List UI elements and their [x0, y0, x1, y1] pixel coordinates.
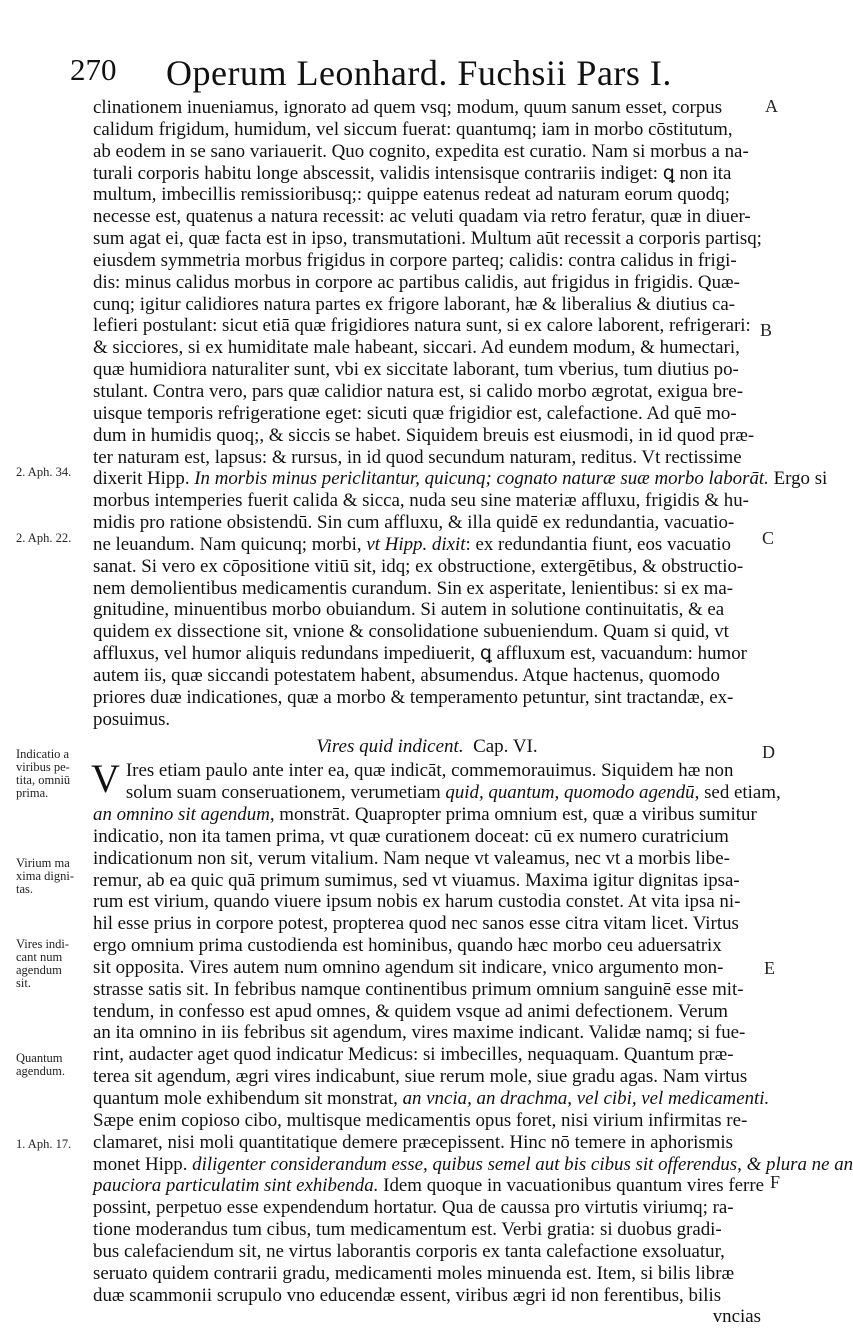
text-line: multum, imbecillis remissioribusq;: quippe eatenus redeat ad naturam eorum quodq;	[93, 184, 730, 206]
text-span: , monstrāt. Quapropter prima omnium est, quæ a viribus sumitur	[269, 804, 757, 825]
text-line: stulant. Contra vero, pars quæ calidior natura est, si calido morbo ægrotat, exigua bre-	[93, 380, 743, 402]
text-line: dum in humidis quoq;, & siccis se habet. Siquidem breuis est eiusmodi, in id quod præ-	[93, 424, 755, 446]
text-line: ab eodem in se sano variauerit. Quo cognito, expedita est curatio. Nam si morbus a na-	[93, 140, 749, 162]
text-span: Ires etiam paulo ante inter ea, quæ indicāt, commemorauimus. Siquidem hæ non	[125, 760, 734, 782]
side-note-aph-17: 1. Aph. 17.	[16, 1137, 72, 1151]
text-line	[93, 534, 761, 556]
text-span: Ergo si	[768, 468, 828, 490]
catchword: vncias	[712, 1306, 761, 1328]
text-line: necesse est, quatenus a natura recessit: ac veluti quadam via retro feratur, quæ in diuer-	[93, 206, 751, 228]
text-line: morbus intemperies fuerit calida & sicca, nuda seu sine materiæ affluxu, frigidis & hu-	[93, 490, 749, 512]
text-line: nem demolientibus medicamentis curandum. Sin ex asperitate, lenientibus: si ex ma-	[93, 577, 734, 599]
page-number: 270	[70, 52, 117, 87]
text-line: sanat. Si vero ex cōpositione vitiū sit, idq; ex obstructione, extergētibus, & obstructio-	[93, 555, 744, 577]
margin-letter-d: D	[762, 742, 775, 762]
text-line: seruato quidem contrarii gradu, medicamenti moles minuenda est. Item, si bilis libræ	[93, 1262, 735, 1284]
text-line: dis: minus calidus morbus in corpore ac partibus calidis, aut frigidus in frigidis. Quæ-	[93, 271, 740, 293]
text-line	[93, 1087, 770, 1110]
text-line: clinationem inueniamus, ignorato ad quem vsq; modum, quum sanum esset, corpus	[93, 97, 723, 118]
hipp-quote: pauciora particulatim sint exhibenda.	[93, 1175, 379, 1197]
side-note-line: Quantum	[16, 1051, 63, 1065]
text-span: quantum mole exhibendum sit monstrat,	[93, 1087, 403, 1109]
side-note-aph-22: 2. Aph. 22.	[16, 531, 72, 545]
side-note-line: agendum	[16, 963, 62, 977]
side-note-line: tita, omniū	[16, 773, 71, 787]
hipp-quote: In morbis minus periclitantur, quicunq; cognato naturæ suæ morbo laborāt.	[194, 468, 769, 490]
text-line: turali corporis habitu longe abscessit, validis intensisque contrariis indiget: ꝗ non ita	[93, 162, 732, 184]
text-line	[93, 468, 828, 490]
text-line: eiusdem symmetria morbus frigidus in corpore parteq; calidis: contra calidus in frigi-	[93, 249, 737, 271]
side-note-indicatio	[16, 748, 70, 800]
text-span: monet Hipp.	[93, 1153, 193, 1175]
text-line	[93, 1153, 853, 1176]
text-line: sit opposita. Vires autem num omnino agendum sit indicare, vnico argumento mon-	[93, 956, 724, 978]
text-line	[93, 782, 781, 804]
margin-letter-a: A	[765, 96, 778, 116]
running-title: Operum Leonhard. Fuchsii Pars I.	[166, 53, 672, 93]
side-note-quantum	[16, 1052, 65, 1078]
italic-phrase: quid, quantum, quomodo agendū	[445, 782, 695, 804]
text-line: midis pro ratione obsistendū. Sin cum affluxu, & illa quidē ex redundantia, vacuatio-	[93, 512, 735, 534]
text-line: affluxus, vel humor aliquis redundans impediuerit, ꝗ affluxum est, vacuandum: humor	[93, 643, 747, 665]
side-note-line: viribus pe-	[16, 760, 70, 774]
side-note-line: tas.	[16, 882, 34, 896]
text-line	[93, 804, 761, 826]
text-line: & sicciores, si ex humiditate male habeant, siccari. Ad eundem modum, & humectari,	[93, 337, 740, 359]
text-line: ter naturam est, lapsus: & rursus, in id quod secundum naturam, reditus. Vt rectissime	[93, 446, 742, 468]
margin-letter-e: E	[764, 958, 775, 978]
text-line: strasse satis sit. In febribus namque continentibus primum omnium sanguinē esse mit-	[93, 978, 744, 1000]
italic-phrase: an vncia, an drachma, vel cibi, vel medicamenti.	[402, 1087, 770, 1109]
text-line: calidum frigidum, humidum, vel siccum fuerat: quantumq; iam in morbo cōstitutum,	[93, 118, 733, 140]
text-line: clamaret, nisi moli quantitatique demere præcepissent. Hinc nō temere in aphorismis	[93, 1131, 734, 1153]
side-note-vires-indicant	[16, 938, 69, 990]
text-line: rint, audacter aget quod indicatur Medicus: si imbecilles, nequaquam. Quantum præ-	[93, 1044, 734, 1066]
side-note-line: Vires indi-	[16, 937, 70, 951]
main-text	[91, 97, 853, 1328]
text-line: quæ humidiora naturaliter sunt, vbi ex siccitate laborant, tum vberius, tum diutius po-	[93, 359, 739, 381]
margin-letter-c: C	[762, 528, 775, 548]
side-note-line: agendum.	[16, 1064, 65, 1078]
text-line: gnitudine, minuentibus morbo obuiandum. Si autem in solutione continuitatis, & ea	[93, 599, 725, 621]
text-line	[93, 1175, 765, 1197]
text-span: solum suam conseruationem, verumetiam	[125, 782, 446, 804]
hipp-quote: vt Hipp. dixit	[366, 533, 466, 555]
text-line: autem iis, quæ siccandi potestatem habent, absumendus. Atque hactenus, quomodo	[93, 664, 720, 686]
drop-capital: V	[91, 756, 120, 802]
text-line: tione moderandus tum cibus, tum medicamentum est. Verbi gratia: si duobus gradi-	[93, 1219, 722, 1241]
text-line: ergo omnium prima custodienda est hominibus, quando hæc morbo ceu aduersatrix	[93, 935, 722, 957]
chapter-heading	[93, 736, 761, 758]
text-line: duæ scammonii scrupulo vno educendæ essent, viribus ægri id non ferentibus, bilis	[93, 1284, 722, 1306]
text-line: terea sit agendum, ægri vires indicabunt, siue rerum mole, siue gradu agas. Nam virtus	[93, 1066, 748, 1088]
text-line: cunq; igitur calidiores natura partes ex frigore laborant, hæ & liberalius & diutius ca-	[93, 293, 736, 315]
text-line: quidem ex dissectione sit, vnione & consolidatione subueniendum. Quam si quid, vt	[93, 621, 729, 643]
side-note-line: cant num	[16, 950, 63, 964]
text-span: ne leuandum. Nam quicunq; morbi,	[93, 533, 367, 555]
text-line: indicationum non sit, verum vitalium. Nam neque vt valeamus, nec vt a morbis libe-	[93, 847, 730, 869]
chapter-number: Cap. VI.	[473, 736, 538, 758]
side-note-line: prima.	[16, 786, 49, 800]
text-line: Sæpe enim copioso cibo, multisque medicamentis opus foret, nisi virium infirmitas re-	[93, 1109, 748, 1131]
text-span: dixerit Hipp.	[93, 468, 195, 490]
text-line: priores duæ indicationes, quæ a morbo & temperamento petuntur, sint tractandæ, ex-	[93, 686, 734, 708]
text-line: sum agat ei, quæ facta est in ipso, transmutationi. Multum aūt recessit a corporis partisq;	[93, 228, 762, 250]
text-line: rum est virium, quando viuere ipsum nobis ex harum custodia constet. At vita ipsa ni-	[93, 891, 741, 913]
text-span: Idem quoque in vacuationibus quantum vires ferre	[378, 1175, 765, 1197]
text-line: uisque temporis refrigeratione eget: sicuti quæ frigidior est, calefactione. Ad quē mo-	[93, 402, 737, 424]
side-note-aph-34: 2. Aph. 34.	[16, 465, 72, 479]
text-line: an ita omnino in iis febribus sit agendum, vires maxime indicant. Validæ namq; si fue-	[93, 1022, 746, 1044]
side-note-line: Indicatio a	[16, 747, 70, 761]
text-line: remur, ab ea quic quā primum sumimus, sed vt viuamus. Maxima igitur dignitas ipsa-	[93, 869, 740, 891]
chapter-title: Vires quid indicent.	[316, 736, 464, 758]
text-line: indicatio, non ita tamen prima, vt quæ curationem doceat: cū ex numero curatricium	[93, 825, 729, 847]
text-line: bus calefaciendum sit, ne virtus laborantis corporis ex tanta calefactione exsoluatur,	[93, 1240, 725, 1262]
side-note-line: xima digni-	[16, 869, 74, 883]
text-line: hil esse prius in corpore potest, propterea quod nec sanos esse citra vitam licet. Virtus	[93, 913, 739, 935]
hipp-quote: diligenter considerandum esse, quibus semel aut bis cibus sit offerendus, & plura ne an	[192, 1153, 853, 1175]
margin-letter-b: B	[760, 320, 773, 340]
italic-phrase: an omnino sit agendum	[93, 804, 270, 825]
margin-letter-f: F	[770, 1172, 781, 1192]
side-note-line: sit.	[16, 976, 31, 990]
page-header	[70, 52, 710, 96]
text-line: lefieri postulant: sicut etiā quæ frigidiores natura sunt, si ex calore laborent, refrigerari:	[93, 315, 751, 337]
text-line: tendum, in confesso est apud omnes, & quidem vsque ad animi defectionem. Verum	[93, 1000, 728, 1022]
text-line: possint, perpetuo esse expendendum hortatur. Qua de caussa pro virtutis viriumq; ra-	[93, 1197, 734, 1219]
text-span: : ex redundantia fiunt, eos vacuatio	[465, 533, 731, 555]
side-note-line: Virium ma	[16, 856, 70, 870]
text-span: , sed etiam,	[694, 782, 781, 804]
text-line: posuimus.	[93, 708, 171, 730]
side-note-virium	[16, 857, 74, 896]
